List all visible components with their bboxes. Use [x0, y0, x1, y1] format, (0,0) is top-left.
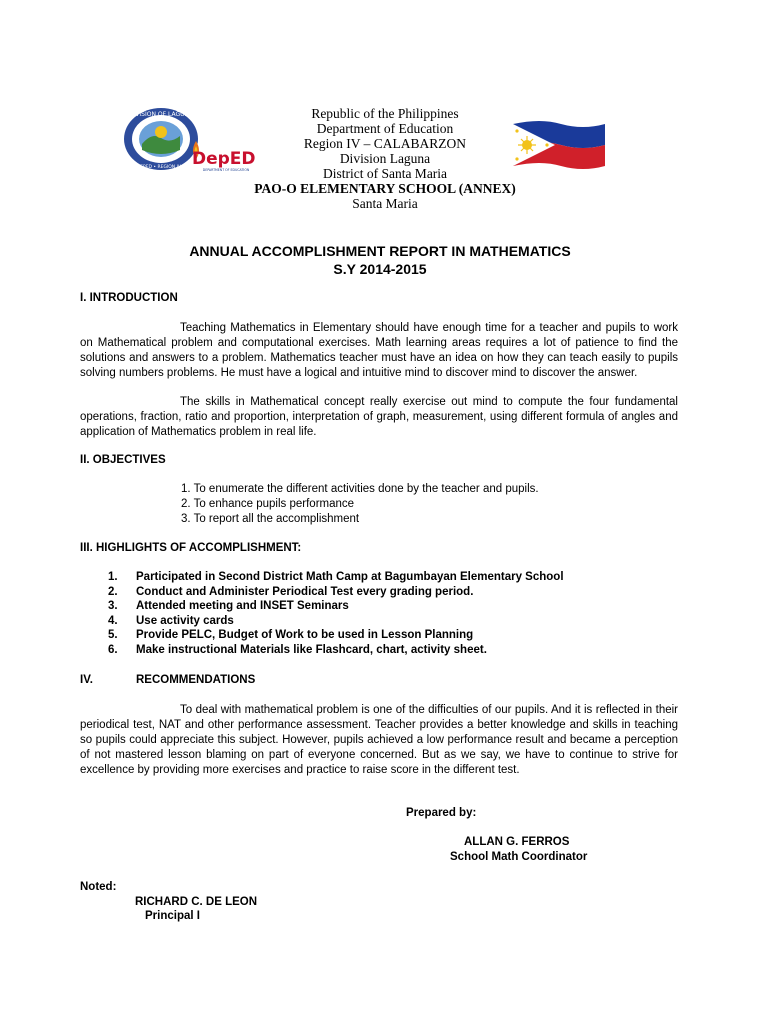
introduction-heading: I. INTRODUCTION — [80, 292, 178, 304]
highlight-num: 3. — [108, 600, 118, 613]
highlight-num: 1. — [108, 571, 118, 583]
highlight-text: Participated in Second District Math Camp at Bagumbayan Elementary School — [136, 571, 564, 583]
highlight-item — [108, 599, 564, 614]
introduction-paragraph-1: Teaching Mathematics in Elementary should have enough time for a teacher and pupils to work on Mathematical problem and computational exercises. Math learning areas requires a lot of patience to find the solutions and answers to a problem. Mathematics teacher must have an idea on how they can teach easily to pupils solving numbers problems. He must have a logical and intuitive mind to discover mind to discover the answer. — [80, 322, 678, 379]
seal-bottom-text: DEPED • REGION IV-A — [136, 165, 186, 170]
highlight-num: 5. — [108, 629, 118, 642]
highlight-text: Use activity cards — [136, 614, 234, 627]
highlight-item — [108, 643, 564, 658]
school-name: PAO-O ELEMENTARY SCHOOL (ANNEX) — [254, 181, 516, 196]
highlight-item — [108, 585, 564, 600]
objective-item: 3. To report all the accomplishment — [181, 513, 360, 525]
header-line-2: Department of Education — [316, 121, 454, 136]
highlight-text: Attended meeting and INSET Seminars — [136, 600, 349, 613]
noted-title: Principal I — [145, 910, 200, 922]
highlight-num: 4. — [108, 614, 118, 627]
recommendations-paragraph: To deal with mathematical problem is one of the difficulties of our pupils. And it is reflected in their periodical test, NAT and other performance assessment. Teacher provides a better knowledge and skills in teaching so pupils could appreciate this subject. However, pupils achieved a low performance result and became a perception of not mastered lesson blaming on part of everyone concerned. But as we say, we have to continue to strive for excellence by providing more exercises and practice to raise score in the different test. — [80, 704, 678, 776]
prepared-by-label: Prepared by: — [406, 807, 477, 819]
prepared-by-name: ALLAN G. FERROS — [464, 836, 570, 848]
header-line-5: District of Santa Maria — [322, 166, 448, 181]
highlight-item — [108, 614, 564, 629]
seal-top-text: DIVISION OF LAGUNA — [128, 111, 194, 118]
objectives-list — [181, 482, 539, 527]
title-line-1: ANNUAL ACCOMPLISHMENT REPORT IN MATHEMATICS — [189, 243, 571, 259]
objective-item: 1. To enumerate the different activities done by the teacher and pupils. — [181, 483, 539, 495]
highlight-text: Conduct and Administer Periodical Test every grading period. — [136, 585, 474, 598]
highlight-item — [108, 570, 564, 585]
highlights-list — [108, 570, 564, 658]
objectives-heading: II. OBJECTIVES — [80, 454, 166, 466]
highlight-item — [108, 628, 564, 643]
header-line-3: Region IV – CALABARZON — [303, 136, 467, 151]
prepared-by-title: School Math Coordinator — [450, 851, 588, 863]
highlight-text: Provide PELC, Budget of Work to be used in Lesson Planning — [136, 629, 474, 642]
philippine-flag — [511, 120, 607, 170]
noted-label: Noted: — [80, 881, 117, 893]
report-title — [80, 242, 680, 278]
highlight-num: 2. — [108, 585, 118, 598]
introduction-paragraph-2: The skills in Mathematical concept really exercise out mind to compute the four fundamental operations, fraction, ratio and proportion, interpretation of graph, measurement, using different formula of angles and application of Mathematics problem in real life. — [80, 396, 678, 438]
recommendations-heading: RECOMMENDATIONS — [136, 674, 256, 686]
objective-item: 2. To enhance pupils performance — [181, 498, 355, 510]
school-town: Santa Maria — [352, 196, 418, 211]
header-line-1: Republic of the Philippines — [311, 106, 459, 121]
highlights-heading: III. HIGHLIGHTS OF ACCOMPLISHMENT: — [80, 542, 302, 554]
header-line-4: Division Laguna — [339, 151, 431, 166]
highlight-num: 6. — [108, 643, 118, 656]
deped-logo-text: DepED — [192, 149, 256, 169]
deped-sub-text: DEPARTMENT OF EDUCATION — [202, 168, 250, 172]
title-line-2: S.Y 2014-2015 — [333, 261, 427, 277]
noted-name: RICHARD C. DE LEON — [135, 896, 258, 908]
recommendations-num: IV. — [80, 674, 94, 686]
highlight-text: Make instructional Materials like Flashcard, chart, activity sheet. — [136, 643, 487, 656]
